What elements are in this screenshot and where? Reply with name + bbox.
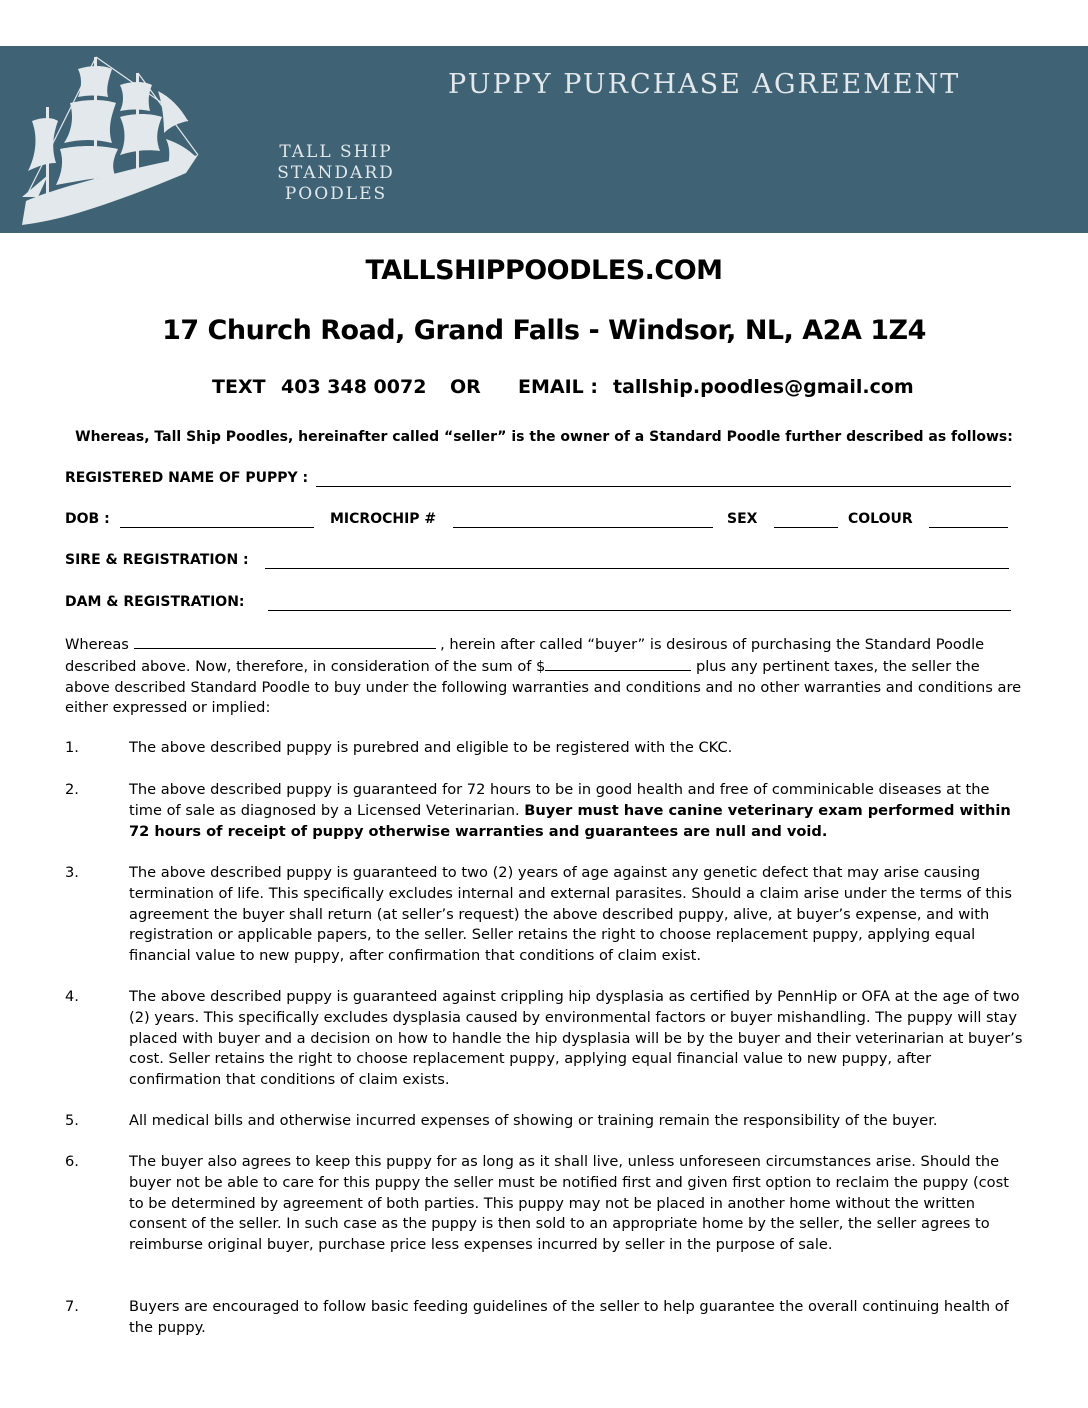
item-number: 7. bbox=[65, 1298, 79, 1315]
puppy-details-row bbox=[65, 511, 1011, 531]
price-field[interactable] bbox=[545, 656, 691, 671]
buyer-terms: , herein after called “buyer” is desirous of purchasing the Standard Poodle described above. Now, therefore, in consideration of the sum of $ bbox=[65, 636, 985, 675]
tall-ship-icon bbox=[8, 51, 213, 231]
sex-label: SEX bbox=[727, 511, 758, 527]
item-body: The buyer also agrees to keep this puppy for as long as it shall live, unless unforeseen circumstances arise. Should the buyer not be able to care for this puppy the seller must be notified first and given first option to reclaim the puppy (cost to be determined by agreement of both parties. This puppy may not be placed in another home without the written consent of the seller. In such case as the puppy is then sold to an appropriate home by the seller, the seller agrees to reimburse original buyer, purchase price less expenses incurred by seller in the purpose of sale. bbox=[129, 1153, 1009, 1254]
item-emphasis: Buyer must have canine veterinary exam performed within 72 hours of receipt of puppy otherwise warranties and guarantees are null and void. bbox=[129, 801, 1011, 840]
seller-intro: Whereas, Tall Ship Poodles, hereinafter called “seller” is the owner of a Standard Poodle further described as follows: bbox=[75, 429, 1013, 445]
item-number: 6. bbox=[65, 1153, 79, 1170]
website-heading: TALLSHIPPOODLES.COM bbox=[365, 255, 723, 286]
registered-name-label: REGISTERED NAME OF PUPPY : bbox=[65, 470, 309, 486]
brand-line-2: STANDARD bbox=[277, 163, 395, 183]
header-banner bbox=[0, 46, 1088, 233]
sex-field[interactable] bbox=[774, 527, 838, 528]
sire-field[interactable] bbox=[265, 568, 1009, 569]
buyer-conditions: plus any pertinent taxes, the seller the above described Standard Poodle to buy under the following warranties and conditions and no other warranties and conditions are either expressed or implied: bbox=[65, 657, 1022, 717]
item-body: The above described puppy is guaranteed to two (2) years of age against any genetic defect that may arise causing termination of life. This specifically excludes internal and external parasites. Should a claim arise under the terms of this agreement the buyer shall return (at seller’s request) the above described puppy, alive, at buyer’s expense, and with registration or applicable papers, to the seller. Seller retains the right to choose replacement puppy, applying equal financial value to new puppy, after confirmation that conditions of claim exist. bbox=[129, 864, 1012, 965]
dob-label: DOB : bbox=[65, 511, 110, 527]
item-text bbox=[129, 987, 1027, 1091]
phone-number: 403 348 0072 bbox=[281, 376, 427, 398]
dam-row bbox=[65, 594, 1011, 614]
sire-row bbox=[65, 552, 1011, 572]
item-text bbox=[129, 738, 1027, 759]
buyer-whereas: Whereas bbox=[65, 636, 129, 653]
item-body: Buyers are encouraged to follow basic feeding guidelines of the seller to help guarantee the overall continuing health of the puppy. bbox=[129, 1298, 1009, 1336]
item-text bbox=[129, 1152, 1027, 1256]
item-text bbox=[129, 863, 1027, 967]
colour-field[interactable] bbox=[929, 527, 1008, 528]
address-heading: 17 Church Road, Grand Falls - Windsor, NL, A2A 1Z4 bbox=[162, 315, 926, 346]
item-number: 1. bbox=[65, 739, 79, 756]
email-address: tallship.poodles@gmail.com bbox=[613, 376, 914, 398]
item-body: The above described puppy is guaranteed against crippling hip dysplasia as certified by PennHip or OFA at the age of two (2) years. This specifically excludes dysplasia caused by environmental factors or buyer mishandling. The puppy will stay placed with buyer and a decision on how to handle the hip dysplasia will be by the buyer and their veterinarian at buyer’s cost. Seller retains the right to choose replacement puppy, applying equal financial value to new puppy, after confirmation that conditions of claim exists. bbox=[129, 988, 1023, 1089]
dob-field[interactable] bbox=[120, 527, 314, 528]
buyer-paragraph bbox=[65, 634, 1025, 719]
brand-name bbox=[238, 142, 434, 205]
brand-line-1: TALL SHIP bbox=[279, 142, 393, 162]
item-body: All medical bills and otherwise incurred expenses of showing or training remain the responsibility of the buyer. bbox=[129, 1112, 938, 1129]
item-text bbox=[129, 1297, 1027, 1339]
microchip-label: MICROCHIP # bbox=[330, 511, 437, 527]
dam-label: DAM & REGISTRATION: bbox=[65, 594, 245, 610]
text-label: TEXT bbox=[212, 376, 266, 398]
item-number: 3. bbox=[65, 864, 79, 881]
item-body: The above described puppy is purebred and eligible to be registered with the CKC. bbox=[129, 739, 733, 756]
item-number: 5. bbox=[65, 1112, 79, 1129]
microchip-field[interactable] bbox=[453, 527, 713, 528]
item-number: 2. bbox=[65, 781, 79, 798]
registered-name-row bbox=[65, 470, 1011, 490]
registered-name-field[interactable] bbox=[316, 486, 1011, 487]
sire-label: SIRE & REGISTRATION : bbox=[65, 552, 249, 568]
item-number: 4. bbox=[65, 988, 79, 1005]
colour-label: COLOUR bbox=[848, 511, 913, 527]
item-body: The above described puppy is guaranteed for 72 hours to be in good health and free of comminicable diseases at the time of sale as diagnosed by a Licensed Veterinarian. bbox=[129, 781, 990, 819]
email-label: EMAIL : bbox=[518, 376, 598, 398]
brand-line-3: POODLES bbox=[284, 184, 388, 204]
dam-field[interactable] bbox=[268, 610, 1011, 611]
document-title: PUPPY PURCHASE AGREEMENT bbox=[448, 69, 961, 100]
item-text bbox=[129, 1111, 1027, 1132]
buyer-name-field[interactable] bbox=[134, 634, 436, 649]
or-label: OR bbox=[450, 376, 481, 398]
item-text bbox=[129, 780, 1027, 842]
